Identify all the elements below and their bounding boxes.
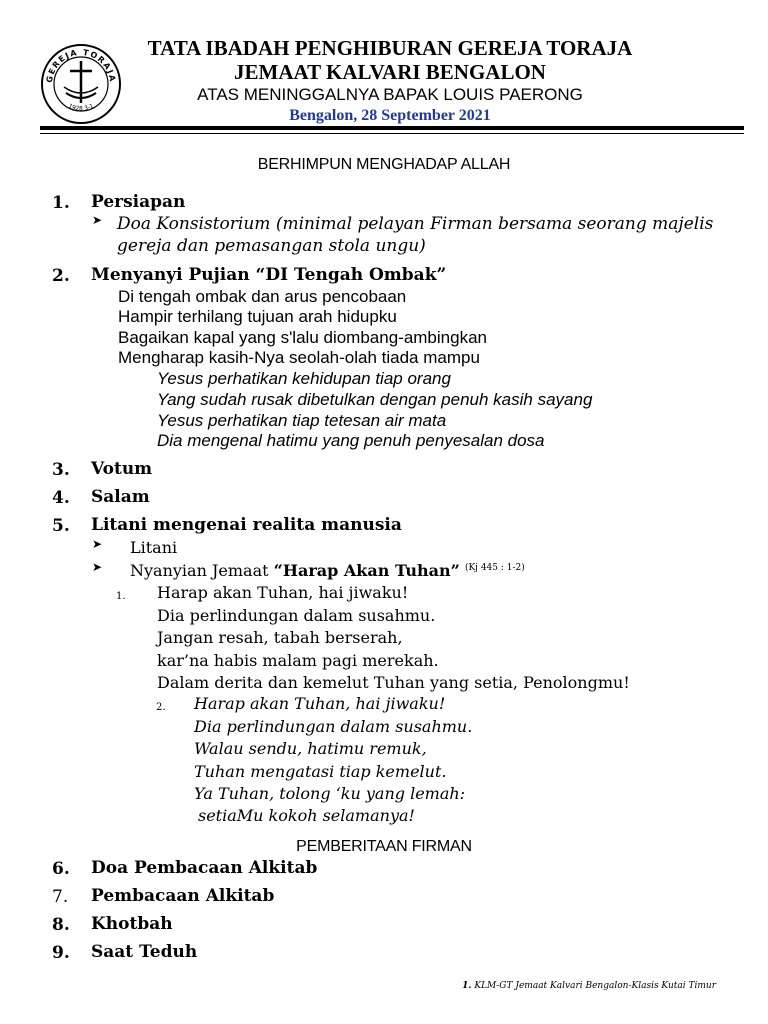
- footer-text: KLM-GT Jemaat Kalvari Bengalon-Klasis Kutai Timur: [474, 981, 716, 991]
- svg-text:1928 3-1: [67, 103, 95, 113]
- hymn-title: “Harap Akan Tuhan”: [273, 561, 460, 580]
- header-rule-thick: [40, 126, 744, 130]
- date-line: Bengalon, 28 September 2021: [289, 107, 491, 124]
- note-line: Doa Konsistorium (minimal pelayan Firman bersama seorang majelis: [117, 214, 714, 234]
- hymn-prefix: Nyanyian Jemaat: [130, 561, 274, 580]
- section-heading-1: BERHIMPUN MENGHADAP ALLAH: [257, 156, 511, 173]
- verse-line: Harap akan Tuhan, hai jiwaku!: [157, 583, 409, 602]
- item-title: Khotbah: [91, 914, 173, 934]
- item-title: Litani mengenai realita manusia: [91, 515, 402, 535]
- item-title: Saat Teduh: [91, 942, 198, 962]
- verse-line: kar’na habis malam pagi merekah.: [157, 651, 439, 670]
- verse-line: Dalam derita dan kemelut Tuhan yang setia, Penolongmu!: [157, 673, 630, 692]
- lyric-line: Hampir terhilang tujuan arah hidupku: [118, 307, 397, 326]
- verse-line: setiaMu kokoh selamanya!: [198, 806, 415, 825]
- item-title: Pembacaan Alkitab: [91, 886, 275, 906]
- item-title: Doa Pembacaan Alkitab: [91, 858, 318, 878]
- item-number: 4.: [52, 488, 70, 508]
- chorus-line: Yesus perhatikan kehidupan tiap orang: [157, 369, 451, 388]
- item-number: 3.: [52, 460, 70, 480]
- arrow-bullet-icon: ➤: [92, 560, 103, 574]
- item-number: 5.: [52, 516, 70, 536]
- verse-line: Dia perlindungan dalam susahmu.: [194, 717, 473, 736]
- verse-line: Ya Tuhan, tolong ‘ku yang lemah:: [194, 784, 466, 803]
- arrow-bullet-icon: ➤: [92, 213, 103, 227]
- item-number: 8.: [52, 915, 70, 935]
- arrow-bullet-icon: ➤: [92, 537, 103, 551]
- verse-line: Tuhan mengatasi tiap kemelut.: [194, 762, 447, 781]
- lyric-line: Di tengah ombak dan arus pencobaan: [118, 287, 407, 306]
- item-number: 6.: [52, 859, 70, 879]
- litani-label: Litani: [130, 538, 178, 557]
- lyric-line: Mengharap kasih-Nya seolah-olah tiada mampu: [118, 348, 480, 367]
- item-title: Votum: [91, 459, 153, 479]
- church-logo: [40, 43, 122, 125]
- chorus-line: Yang sudah rusak dibetulkan dengan penuh kasih sayang: [157, 390, 593, 409]
- lyric-line: Bagaikan kapal yang s'lalu diombang-ambingkan: [118, 328, 487, 347]
- page-number: 1: [462, 981, 469, 991]
- logo-year: 1928 3-1: [67, 102, 95, 113]
- verse-line: Harap akan Tuhan, hai jiwaku!: [194, 694, 446, 713]
- header-rule-thin: [40, 133, 744, 134]
- item-title: Persiapan: [91, 192, 186, 212]
- verse-number: 2.: [156, 702, 166, 713]
- verse-line: Walau sendu, hatimu remuk,: [194, 739, 427, 758]
- congregation-name: JEMAAT KALVARI BENGALON: [234, 60, 546, 84]
- item-number: 9.: [52, 943, 70, 963]
- chorus-line: Yesus perhatikan tiap tetesan air mata: [157, 411, 447, 430]
- verse-line: Jangan resah, tabah berserah,: [157, 628, 403, 647]
- section-heading-2: PEMBERITAAN FIRMAN: [296, 838, 472, 855]
- occasion-line: ATAS MENINGGALNYA BAPAK LOUIS PAERONG: [197, 85, 583, 104]
- item-title: Salam: [91, 487, 150, 507]
- item-title: Menyanyi Pujian “DI Tengah Ombak”: [91, 265, 447, 285]
- item-number: 1.: [52, 193, 70, 213]
- item-number: 2.: [52, 266, 70, 286]
- note-line: gereja dan pemasangan stola ungu): [117, 236, 426, 256]
- hymn-reference: (Kj 445 : 1-2): [464, 563, 525, 573]
- verse-number: 1.: [116, 591, 126, 602]
- hymn-line: [130, 561, 525, 580]
- page-footer: 1. KLM-GT Jemaat Kalvari Bengalon-Klasis Kutai Timur: [462, 981, 716, 991]
- item-number: 7.: [52, 887, 69, 907]
- doc-title: TATA IBADAH PENGHIBURAN GEREJA TORAJA: [147, 36, 633, 60]
- verse-line: Dia perlindungan dalam susahmu.: [157, 606, 436, 625]
- chorus-line: Dia mengenal hatimu yang penuh penyesalan dosa: [157, 431, 545, 450]
- logo-text: GEREJA TORAJA: [44, 47, 118, 84]
